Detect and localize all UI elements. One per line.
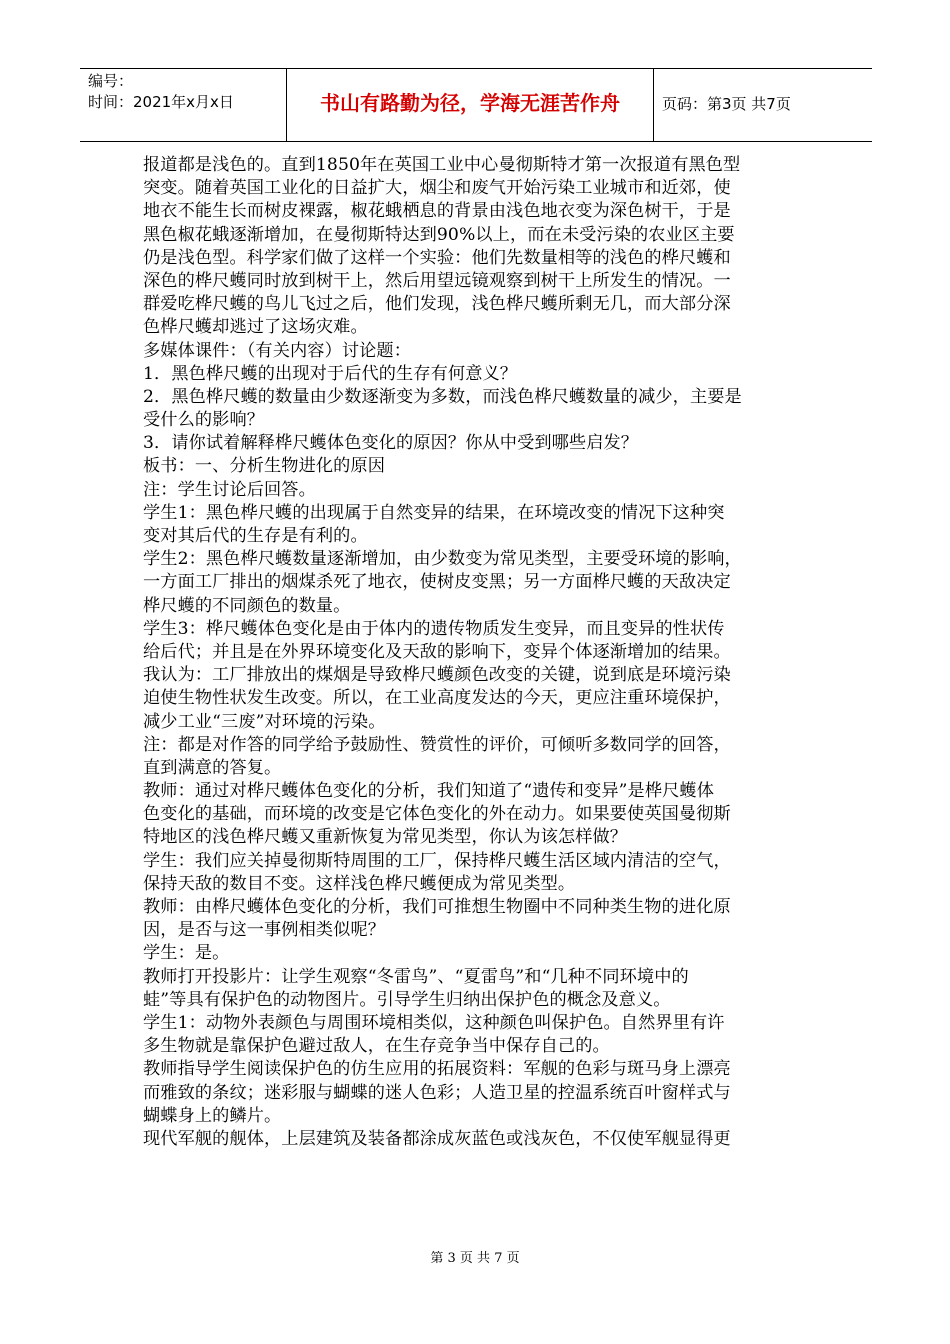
body-text-line: 板书：一、分析生物进化的原因 (143, 456, 386, 477)
body-text-line: 教师打开投影片：让学生观察“冬雷鸟”、“夏雷鸟”和“几种不同环境中的 (143, 966, 689, 987)
body-text-line: 蛙”等具有保护色的动物图片。引导学生归纳出保护色的概念及意义。 (143, 989, 671, 1010)
header-divider (653, 69, 654, 141)
document-body (143, 154, 808, 1151)
body-text-line: 注：都是对作答的同学给予鼓励性、赞赏性的评价，可倾听多数同学的回答， (143, 734, 731, 755)
body-text-line: 多媒体课件：（有关内容）讨论题： (143, 340, 412, 361)
body-text-line: 现代军舰的舰体，上层建筑及装备都涂成灰蓝色或浅灰色，不仅使军舰显得更 (143, 1128, 731, 1149)
body-text-line: 教师指导学生阅读保护色的仿生应用的拓展资料：军舰的色彩与斑马身上漂亮 (143, 1059, 731, 1080)
body-text-line: 色变化的基础，而环境的改变是它体色变化的外在动力。如果要使英国曼彻斯 (143, 804, 731, 825)
page-footer: 第 3 页 共 7 页 (430, 1251, 520, 1266)
document-number-label: 编号： (88, 72, 134, 90)
body-text-line: 仍是浅色型。科学家们做了这样一个实验：他们先数量相等的浅色的桦尺蠖和 (143, 247, 731, 268)
body-text-line: 群爱吃桦尺蠖的鸟儿飞过之后，他们发现，浅色桦尺蠖所剩无几，而大部分深 (143, 294, 731, 315)
body-text-line: 学生2：黑色桦尺蠖数量逐渐增加，由少数变为常见类型，主要受环境的影响， (143, 549, 742, 570)
body-text-line: 教师：通过对桦尺蠖体色变化的分析，我们知道了“遗传和变异”是桦尺蠖体 (143, 781, 714, 802)
body-text-line: 色桦尺蠖却逃过了这场灾难。 (143, 317, 368, 338)
body-text-line: 学生1：动物外表颜色与周围环境相类似，这种颜色叫保护色。自然界里有许 (143, 1012, 725, 1033)
body-text-line: 地衣不能生长而树皮裸露，椒花蛾栖息的背景由浅色地衣变为深色树干，于是 (143, 201, 731, 222)
body-text-line: 我认为：工厂排放出的煤烟是导致桦尺蠖颜色改变的关键，说到底是环境污染 (143, 665, 731, 686)
header-motto: 书山有路勤为径，学海无涯苦作舟 (320, 91, 620, 115)
body-text-line: 蝴蝶身上的鳞片。 (143, 1105, 282, 1126)
body-text-line: 迫使生物性状发生改变。所以，在工业高度发达的今天，更应注重环境保护， (143, 688, 731, 709)
body-text-line: 1．黑色桦尺蠖的出现对于后代的生存有何意义？ (143, 363, 518, 384)
body-text-line: 学生1：黑色桦尺蠖的出现属于自然变异的结果，在环境改变的情况下这种突 (143, 502, 725, 523)
body-text-line: 给后代；并且是在外界环境变化及天敌的影响下，变异个体逐渐增加的结果。 (143, 641, 731, 662)
body-text-line: 学生：是。 (143, 943, 230, 964)
body-text-line: 深色的桦尺蠖同时放到树干上，然后用望远镜观察到树干上所发生的情况。一 (143, 270, 731, 291)
body-text-line: 减少工业“三废”对环境的污染。 (143, 711, 386, 732)
body-text-line: 突变。随着英国工业化的日益扩大，烟尘和废气开始污染工业城市和近郊，使 (143, 178, 731, 199)
header-page-code: 页码：第3页 共7页 (662, 95, 791, 113)
body-text-line: 3．请你试着解释桦尺蠖体色变化的原因？你从中受到哪些启发？ (143, 433, 639, 454)
body-text-line: 报道都是浅色的。直到1850年在英国工业中心曼彻斯特才第一次报道有黑色型 (143, 155, 741, 175)
body-text-line: 变对其后代的生存是有利的。 (143, 526, 368, 546)
body-text-line: 而雅致的条纹；迷彩服与蝴蝶的迷人色彩；人造卫星的控温系统百叶窗样式与 (143, 1082, 731, 1103)
body-text-line: 多生物就是靠保护色避过敌人，在生存竞争当中保存自己的。 (143, 1036, 610, 1057)
document-time-label: 时间：2021年x月x日 (88, 93, 234, 111)
header-meta (88, 71, 276, 139)
body-text-line: 注：学生讨论后回答。 (143, 479, 316, 500)
body-text-line: 直到满意的答复。 (143, 757, 282, 778)
body-text-line: 2．黑色桦尺蠖的数量由少数逐渐变为多数，而浅色桦尺蠖数量的减少，主要是 (143, 386, 742, 407)
body-text-line: 因，是否与这一事例相类似呢？ (143, 920, 386, 941)
body-text-line: 教师：由桦尺蠖体色变化的分析，我们可推想生物圈中不同种类生物的进化原 (143, 897, 731, 917)
body-text-line: 学生：我们应关掉曼彻斯特周围的工厂，保持桦尺蠖生活区域内清洁的空气， (143, 850, 731, 871)
body-text-line: 桦尺蠖的不同颜色的数量。 (143, 595, 351, 616)
body-text-line: 黑色椒花蛾逐渐增加，在曼彻斯特达到90%以上，而在未受污染的农业区主要 (143, 224, 735, 245)
body-text-line: 一方面工厂排出的烟煤杀死了地衣，使树皮变黑；另一方面桦尺蠖的天敌决定 (143, 572, 731, 593)
page-header (80, 68, 872, 142)
body-text-line: 特地区的浅色桦尺蠖又重新恢复为常见类型，你认为该怎样做？ (143, 827, 628, 848)
body-text-line: 受什么的影响？ (143, 410, 265, 431)
body-text-line: 保持天敌的数目不变。这样浅色桦尺蠖便成为常见类型。 (143, 873, 576, 894)
body-text-line: 学生3：桦尺蠖体色变化是由于体内的遗传物质发生变异，而且变异的性状传 (143, 618, 725, 639)
